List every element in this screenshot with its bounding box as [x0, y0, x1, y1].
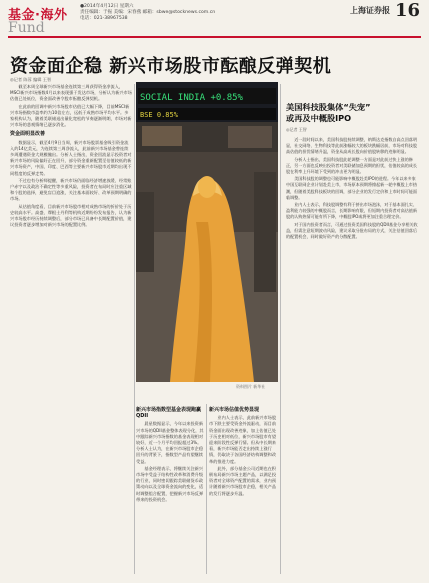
article-column-2 [136, 404, 204, 574]
column-divider [134, 84, 135, 574]
article-paragraph: 基金经理表示，将继续关注新兴市场中受益于结构性改革和消费升级的行业，同时密切跟踪美联储货币政策动向以及全球资金流向的变化，适时调整组合配置，把握新兴市场反弹带来的投资机会。 [136, 465, 204, 502]
photo-illustration [136, 82, 278, 382]
sidebar-headline-line: 美国科技股集体“失宠” [286, 102, 371, 112]
sidebar-headline-line: 或再及中概股IPO [286, 112, 352, 123]
column-divider [206, 404, 207, 574]
newspaper-name: 上海证券报 [350, 5, 390, 15]
sidebar-paragraph: 分析人士指出，美国科技股此轮调整一方面是对此前过快上涨的修正，另一方面也反映出投资者对美联储加息预期的担忧，估值较高的成长股在利率上升环境下受到的冲击更为明显。 [286, 156, 417, 175]
column-divider [280, 84, 281, 574]
editor-line: 责任编辑：于振 美编：宋春燕 邮箱：sbwe@stocknews.com.cn [80, 10, 216, 15]
sidebar-body [286, 137, 418, 240]
article-column-1 [10, 84, 132, 404]
article-paragraph: 不过也有分析师提醒，新兴市场仍面临经济增速放缓、经常账户赤字以及政治不确定性等多重风险，投资者在布局时应注重区域和个股的选择，避免盲目追涨，关注基本面较好、改革预期明确的市场。 [10, 177, 132, 202]
article-column-3 [209, 404, 278, 574]
photo-caption: 资料图片 新华社 [236, 384, 266, 389]
sidebar-paragraph: 对于国内投资者而言，可通过投资美国科技股的QDII基金分享相关收益，但需注意短期波动风险，建议采取分批布局的方式，关注估值回落后的配置机会，同时做好资产的分散配置。 [286, 221, 418, 240]
sidebar-paragraph: 近一段时间以来，美国科技股持续调整，纳斯达克指数自高点回落明显，社交网络、生物科技等此前涨幅较大的板块跌幅居前，市场对科技股高估值的担忧情绪升温，资金从高成长股向价值股转移的迹象明显。 [286, 137, 417, 155]
subheading: 新兴市场估值优势显现 [209, 407, 260, 413]
article-paragraph: 从估值角度看，目前新兴市场股市相对成熟市场的折价处于历史较高水平。高盛、摩根士丹利等机构近期纷纷发布报告，认为新兴市场股市经历持续调整后，部分市场已具备中长期配置价值，建议投资者逐步增加对新兴市场的配置比例。 [10, 203, 132, 228]
phone-line: 电话：021-38967538 [80, 16, 128, 21]
header-rule [8, 36, 421, 38]
sidebar-article [282, 82, 422, 572]
article-paragraph: 此外，部分基金公司近期也在积极布局新兴市场主题产品，以满足投资者对全球资产配置的需求，业内预计随着新兴市场股市企稳，相关产品的发行将逐步升温。 [209, 465, 277, 496]
main-byline: ◎记者 陈蓉 编辑 王智 [10, 77, 52, 82]
sidebar-paragraph: 业内人士表示，科技股调整有利于挤出市场泡沫，对于基本面扎实、盈利能力较强的中概股而言，长期影响有限，但短期内投资者对高估值新股的认购热情可能有所下降，中概股IPO或将更加注重合理定价。 [286, 202, 417, 220]
page-header [0, 0, 429, 38]
subheading: 新兴市场指数型基金表现跑赢QDII [136, 407, 202, 420]
ticker-board-text: SOCIAL INDIA +0.85% [140, 93, 243, 103]
sidebar-paragraph: 美国科技股的调整也可能影响中概股赴美IPO的进程。今年以来多家中国互联网企业计划赴美上市，市场原本预期将掀起新一轮中概股上市热潮，但随着美股科技板块的回调，部分企业的发行定价和上市时间可能面临调整。 [286, 176, 417, 200]
subheading: 资金面明显改善 [10, 131, 46, 138]
article-paragraph: 数据显示，截至4月9日当周，新兴市场股票基金吸引资金流入约14亿美元，为连续第三周净流入，此前新兴市场基金曾连续多周遭遇资金大规模撤出。分析人士指出，资金回流显示投资者对新兴市场的风险偏好正在回升，部分资金重新配置至估值较低的新兴市场资产，中国、印度、巴西等主要新兴市场股市近期均出现不同程度的反弹走势。 [10, 139, 132, 176]
news-photo [136, 82, 278, 382]
page-number: 16 [395, 0, 421, 21]
article-paragraph: 晨星数据显示，今年以来投资新兴市场的QDII基金整体表现分化，其中跟踪新兴市场指数的基金表现相对较好，近一个月平均回报超过3%。分析人士认为，在新兴市场股市企稳回升的背景下，指数型产品有望继续受益。 [136, 421, 204, 464]
section-title-en: Fund [8, 20, 45, 36]
sidebar-headline [286, 102, 422, 123]
ticker-board-text-2: BSE 0.85% [140, 111, 178, 119]
page-meta [80, 4, 215, 22]
article-paragraph: 在此前的回调中新兴市场股市估值已大幅下降，目前MSCI新兴市场指数市盈率约为10倍左右，远低于成熟市场平均水平。多家机构认为，随着美联储退出量化宽松的节奏逐渐明朗，市场对新兴市场的悲观情绪已逐步消化。 [10, 103, 132, 128]
date-line: ●2014年4月12日 星期六 [80, 4, 134, 9]
section-title: 基金·海外 [8, 8, 68, 23]
main-headline: 资金面企稳 新兴市场股市酝酿反弹契机 [10, 56, 332, 77]
article-paragraph: 业内人士表示，此前新兴市场股市下跌主要受资金外流驱动，而目前资金面出现改善迹象，加上估值已处于历史相对低位，新兴市场股市有望迎来阶段性反弹行情。但从中长期来看，新兴市场能否走出持续上涨行情，仍取决于各国经济结构调整和改革的推进力度。 [209, 415, 277, 464]
sidebar-byline: ◎记者 王智 [286, 127, 307, 132]
article-lead: 截至本周全球新兴市场基金连续第三周获得资金净流入，MSCI新兴市场指数4月以来表现强于发达市场，分析认为新兴市场估值已处低位，资金面改善令股市酝酿反弹契机。 [10, 84, 132, 102]
